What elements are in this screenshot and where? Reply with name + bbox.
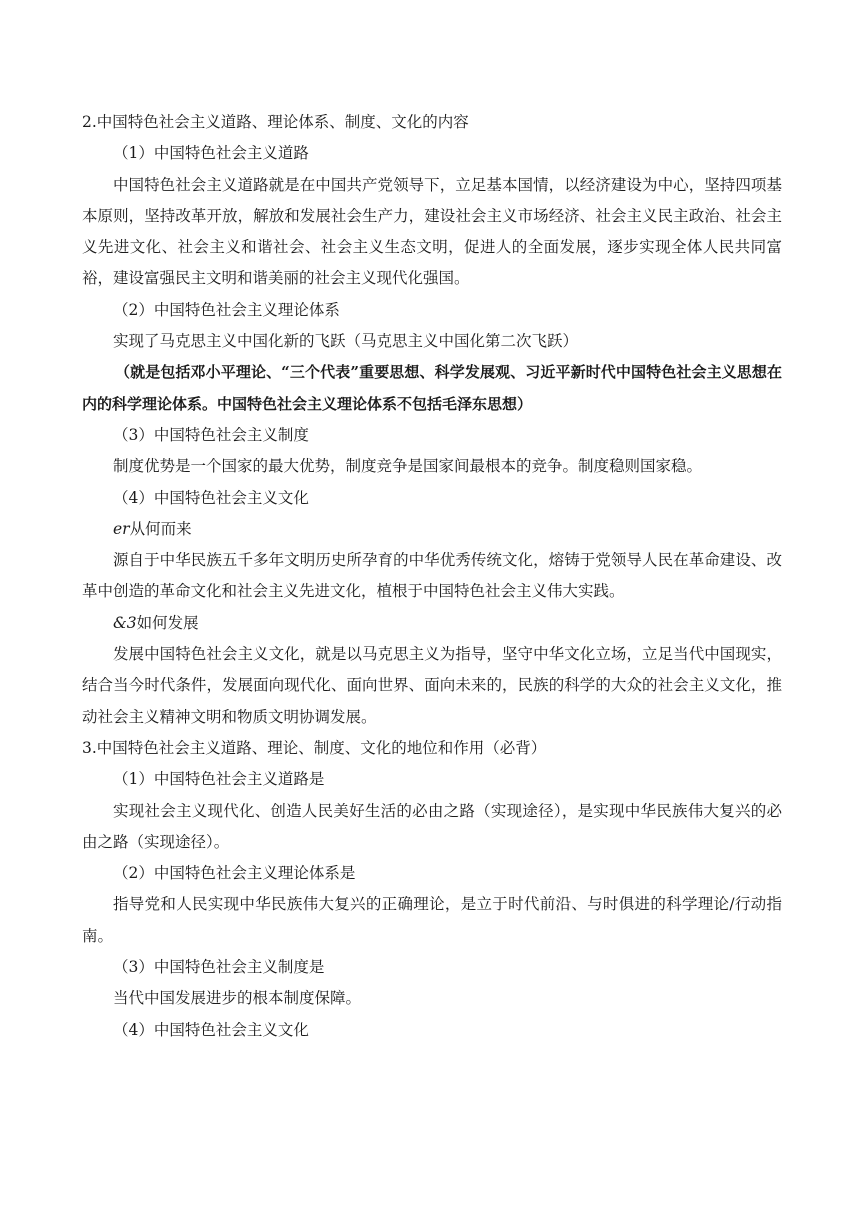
road-subheading: （1）中国特色社会主义道路 xyxy=(113,144,309,163)
road-role-subheading: （1）中国特色社会主义道路是 xyxy=(113,770,325,789)
origin-label: 从何而来 xyxy=(129,519,192,538)
develop-paragraph: 发展中国特色社会主义文化，就是以马克思主义为指导，坚守中华文化立场，立足当代中国现实，结合当今时代条件，发展面向现代化、面向世界、面向未来的，民族的科学的大众的社会主义文化，推动社会主义精神文明和物质文明协调发展。 xyxy=(82,645,782,726)
culture-subheading: （4）中国特色社会主义文化 xyxy=(113,488,309,507)
develop-marker: &3 xyxy=(113,613,137,632)
develop-label: 如何发展 xyxy=(136,613,199,632)
origin-label-line xyxy=(82,514,782,545)
theory-paragraph: 实现了马克思主义中国化新的飞跃（马克思主义中国化第二次飞跃） xyxy=(113,332,579,351)
road-paragraph: 中国特色社会主义道路就是在中国共产党领导下，立足基本国情，以经济建设为中心，坚持四项基本原则，坚持改革开放，解放和发展社会生产力，建设社会主义市场经济、社会主义民主政治、社会主义先进文化、社会主义和谐社会、社会主义生态文明，促进人的全面发展，逐步实现全体人民共同富裕，建设富强民主文明和谐美丽的社会主义现代化强国。 xyxy=(82,175,782,288)
system-role-paragraph: 当代中国发展进步的根本制度保障。 xyxy=(113,989,362,1008)
document-page xyxy=(82,107,782,1046)
origin-paragraph: 源自于中华民族五千多年文明历史所孕育的中华优秀传统文化，熔铸于党领导人民在革命建设、改革中创造的革命文化和社会主义先进文化，植根于中国特色社会主义伟大实践。 xyxy=(82,551,782,601)
origin-marker: er xyxy=(113,519,130,538)
system-paragraph: 制度优势是一个国家的最大优势，制度竞争是国家间最根本的竞争。制度稳则国家稳。 xyxy=(113,457,703,476)
culture-role-subheading: （4）中国特色社会主义文化 xyxy=(113,1020,309,1039)
develop-label-line xyxy=(82,608,782,639)
theory-note: （就是包括邓小平理论、“三个代表”重要思想、科学发展观、习近平新时代中国特色社会主义思想在内的科学理论体系。中国特色社会主义理论体系不包括毛泽东思想） xyxy=(82,363,782,413)
section-2-heading: 2.中国特色社会主义道路、理论体系、制度、文化的内容 xyxy=(82,113,469,131)
system-subheading: （3）中国特色社会主义制度 xyxy=(113,425,309,444)
theory-subheading: （2）中国特色社会主义理论体系 xyxy=(113,300,340,319)
road-role-paragraph: 实现社会主义现代化、创造人民美好生活的必由之路（实现途径），是实现中华民族伟大复兴的必由之路（实现途径）。 xyxy=(82,801,782,851)
theory-role-subheading: （2）中国特色社会主义理论体系是 xyxy=(113,864,356,883)
system-role-subheading: （3）中国特色社会主义制度是 xyxy=(113,958,325,977)
theory-role-paragraph: 指导党和人民实现中华民族伟大复兴的正确理论，是立于时代前沿、与时俱进的科学理论/行动指南。 xyxy=(82,895,782,945)
section-3-heading: 3.中国特色社会主义道路、理论、制度、文化的地位和作用（必背） xyxy=(82,738,547,757)
